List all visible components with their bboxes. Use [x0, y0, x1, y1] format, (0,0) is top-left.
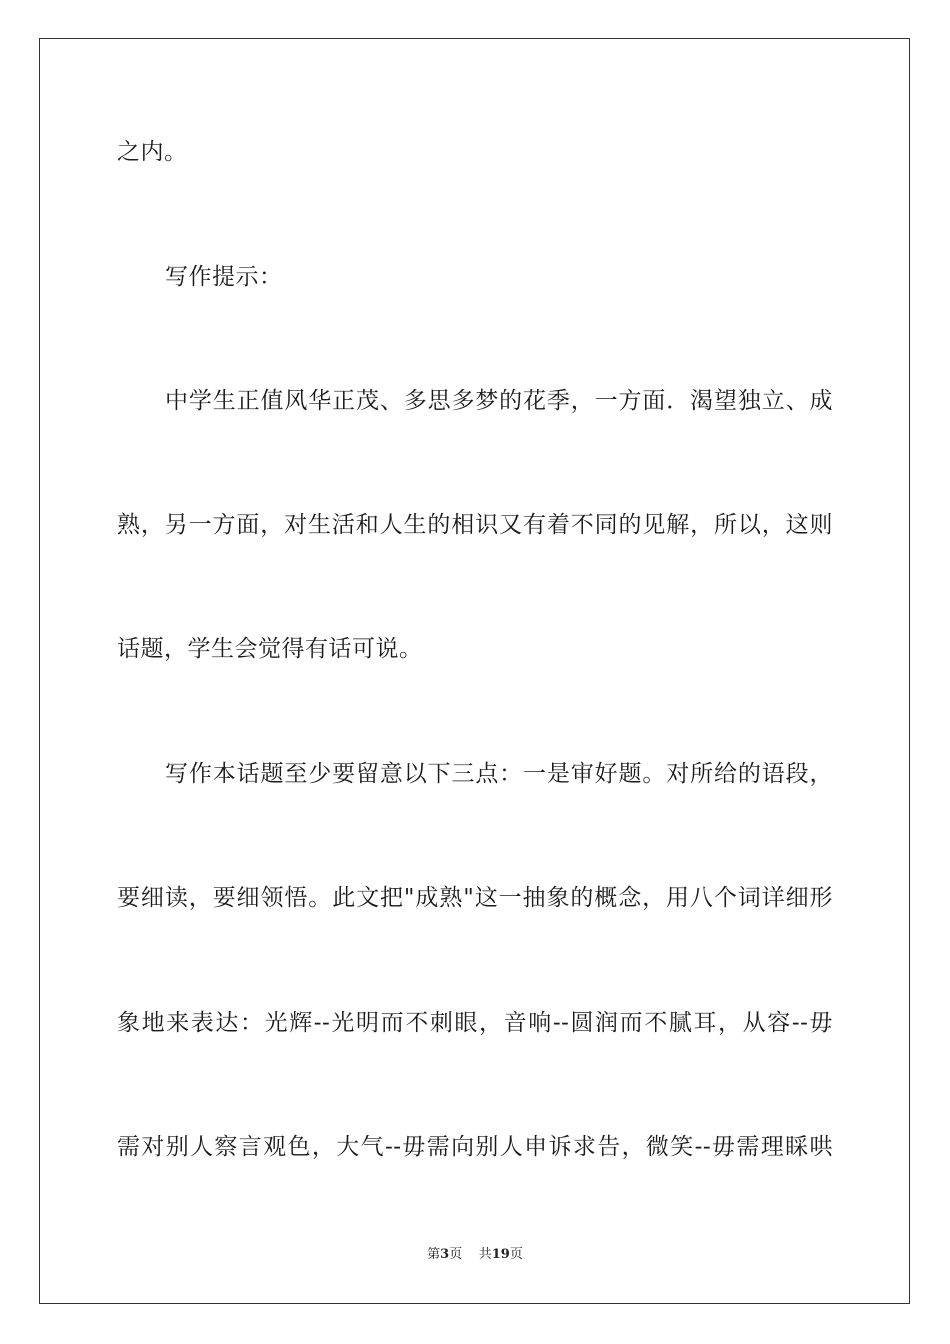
footer-page-number: 3 [440, 1247, 450, 1262]
text-line-1: 之内。 [117, 139, 188, 165]
text-line-9: 需对别人察言观色，大气--毋需向别人申诉求告，微笑--毋需理睬哄 [117, 1134, 833, 1160]
text-line-3: 中学生正值风华正茂、多思多梦的花季，一方面．渴望独立、成 [165, 388, 833, 414]
page-footer [0, 1247, 950, 1263]
footer-page-suffix: 页 [449, 1247, 463, 1262]
text-line-5: 话题，学生会觉得有话可说。 [117, 636, 423, 662]
text-line-8: 象地来表达：光辉--光明而不刺眼，音响--圆润而不腻耳，从容--毋 [117, 1010, 833, 1036]
text-line-7: 要细读，要细领悟。此文把"成熟"这一抽象的概念，用八个词详细形 [117, 885, 833, 911]
footer-page-prefix: 第 [427, 1247, 441, 1262]
footer-total-prefix: 共 [478, 1247, 492, 1262]
heading-writing-tips: 写作提示： [165, 264, 283, 290]
footer-total-suffix: 页 [509, 1247, 523, 1262]
page-border [39, 38, 910, 1304]
text-line-6: 写作本话题至少要留意以下三点：一是审好题。对所给的语段， [165, 761, 833, 787]
text-line-4: 熟，另一方面，对生活和人生的相识又有着不同的见解，所以，这则 [117, 512, 833, 538]
footer-total-pages: 19 [491, 1247, 510, 1262]
